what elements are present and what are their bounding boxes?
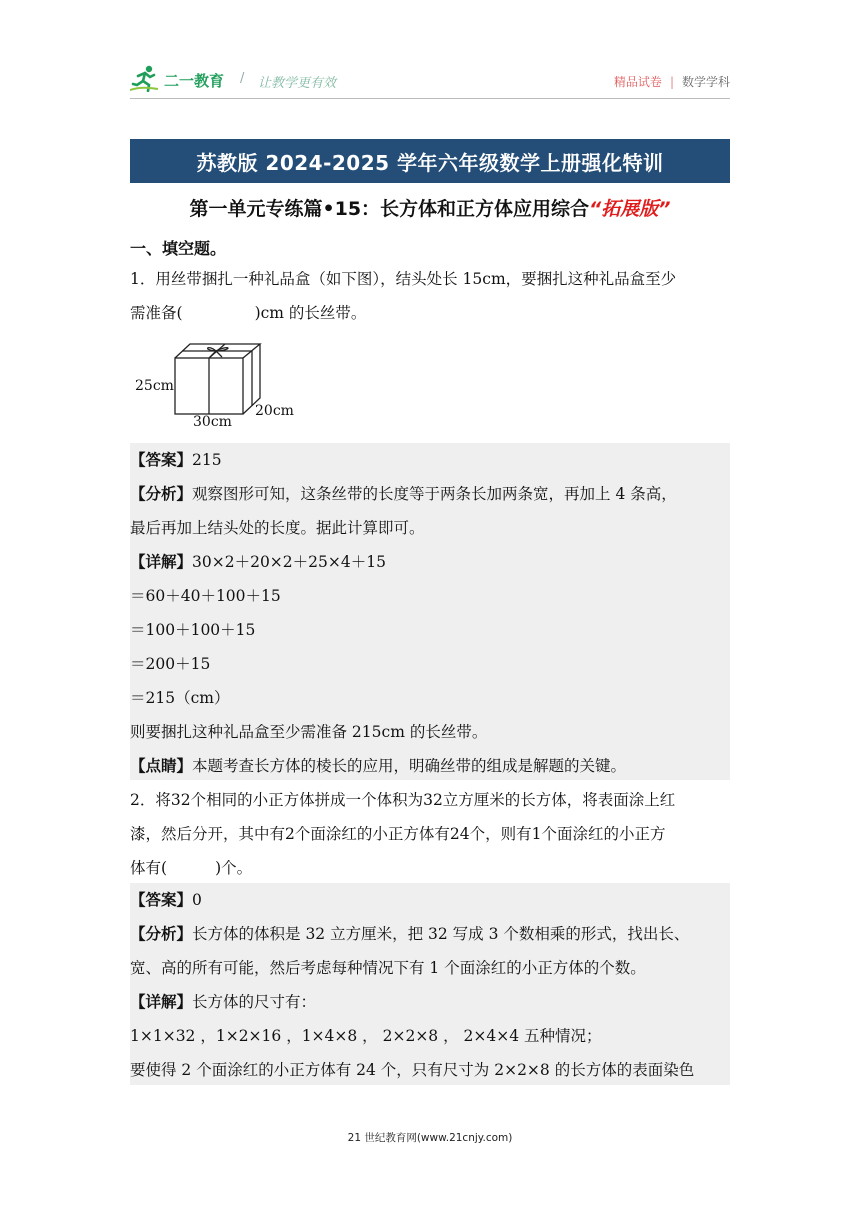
q1-analysis-tag: 【分析】 — [130, 485, 193, 503]
logo-text: 二一教育 — [164, 72, 225, 90]
q1-line1: 1．用丝带捆扎一种礼品盒（如下图），结头处长 15cm，要捆扎这种礼品盒至少 — [130, 270, 677, 288]
q1-detail-line: ＝215（cm） — [130, 689, 230, 707]
q1-analysis — [130, 477, 730, 511]
q1-detail — [130, 545, 730, 579]
q1-comment — [130, 749, 730, 783]
q2-line3 — [130, 851, 730, 885]
q2-detail-line2: 1×1×32 ，1×2×16 ，1×4×8 ， 2×2×8 ， 2×4×4 五种情况； — [130, 1027, 602, 1045]
header-rule — [130, 98, 730, 99]
box-height-label: 25cm — [135, 378, 174, 394]
q2-line2: 漆，然后分开，其中有2个面涂红的小正方体有24个，则有1个面涂红的小正方 — [130, 825, 666, 843]
q2-detail-line1: 长方体的尺寸有： — [192, 993, 317, 1011]
q1-detail-line: ＝100＋100＋15 — [130, 621, 256, 639]
page-footer: 21 世纪教育网(www.21cnjy.com) — [347, 1132, 513, 1144]
header-divider: / — [240, 71, 245, 86]
box-width-label: 20cm — [255, 403, 294, 419]
header-tags — [614, 73, 730, 90]
q2-line1: 2．将32个相同的小正方体拼成一个体积为32立方厘米的长方体，将表面涂上红 — [130, 791, 676, 809]
q1-comment-text: 本题考查长方体的棱长的应用，明确丝带的组成是解题的关键。 — [192, 757, 627, 775]
q2-answer-value: 0 — [192, 891, 202, 909]
q2-line3-post: )个。 — [215, 859, 253, 877]
q1-detail-line: ＝60＋40＋100＋15 — [130, 587, 281, 605]
q2-detail — [130, 985, 730, 1019]
subtitle — [130, 194, 730, 221]
subtitle-highlight: “拓展版” — [589, 198, 671, 220]
q1-conclusion: 则要捆扎这种礼品盒至少需准备 215cm 的长丝带。 — [130, 723, 488, 741]
q2-answer — [130, 883, 730, 917]
q1-line2-pre: 需准备( — [130, 304, 183, 322]
runner-logo-icon — [130, 64, 160, 92]
q1-detail-tag: 【详解】 — [130, 553, 193, 571]
q1-analysis-line1: 观察图形可知，这条丝带的长度等于两条长加两条宽，再加上 4 条高， — [192, 485, 677, 503]
q2-analysis-tag: 【分析】 — [130, 925, 193, 943]
q1-line2-post: )cm 的长丝带。 — [254, 304, 367, 322]
q1-detail-line: 30×2＋20×2＋25×4＋15 — [192, 553, 386, 571]
box-length-label: 30cm — [193, 414, 232, 430]
tag-separator: | — [669, 75, 674, 89]
q2-answer-tag: 【答案】 — [130, 891, 193, 909]
tag-premium: 精品试卷 — [613, 75, 662, 89]
q2-analysis-line2: 宽、高的所有可能，然后考虑每种情况下有 1 个面涂红的小正方体的个数。 — [130, 959, 646, 977]
q1-answer-tag: 【答案】 — [130, 451, 193, 469]
q1-analysis-line2: 最后再加上结头处的长度。据此计算即可。 — [130, 519, 425, 537]
section-title: 一、填空题。 — [130, 239, 227, 258]
q2-analysis — [130, 917, 730, 951]
subtitle-main: 第一单元专练篇•15：长方体和正方体应用综合 — [189, 198, 590, 220]
q2-analysis-line1: 长方体的体积是 32 立方厘米，把 32 写成 3 个数相乘的形式，找出长、 — [192, 925, 690, 943]
banner-title: 苏教版 2024-2025 学年六年级数学上册强化特训 — [130, 139, 730, 183]
q2-detail-line3: 要使得 2 个面涂红的小正方体有 24 个，只有尺寸为 2×2×8 的长方体的表面染色 — [130, 1061, 695, 1079]
page-header — [130, 62, 730, 96]
q1-comment-tag: 【点睛】 — [130, 757, 193, 775]
q1-detail-line: ＝200＋15 — [130, 655, 211, 673]
gift-box-figure — [130, 340, 300, 435]
q1-answer — [130, 443, 730, 477]
q1-line2 — [130, 296, 730, 330]
q2-detail-tag: 【详解】 — [130, 993, 193, 1011]
slogan: 让教学更有效 — [258, 76, 337, 91]
q2-line3-pre: 体有( — [130, 859, 168, 877]
tag-subject: 数学学科 — [681, 75, 730, 89]
q1-answer-value: 215 — [192, 451, 222, 469]
